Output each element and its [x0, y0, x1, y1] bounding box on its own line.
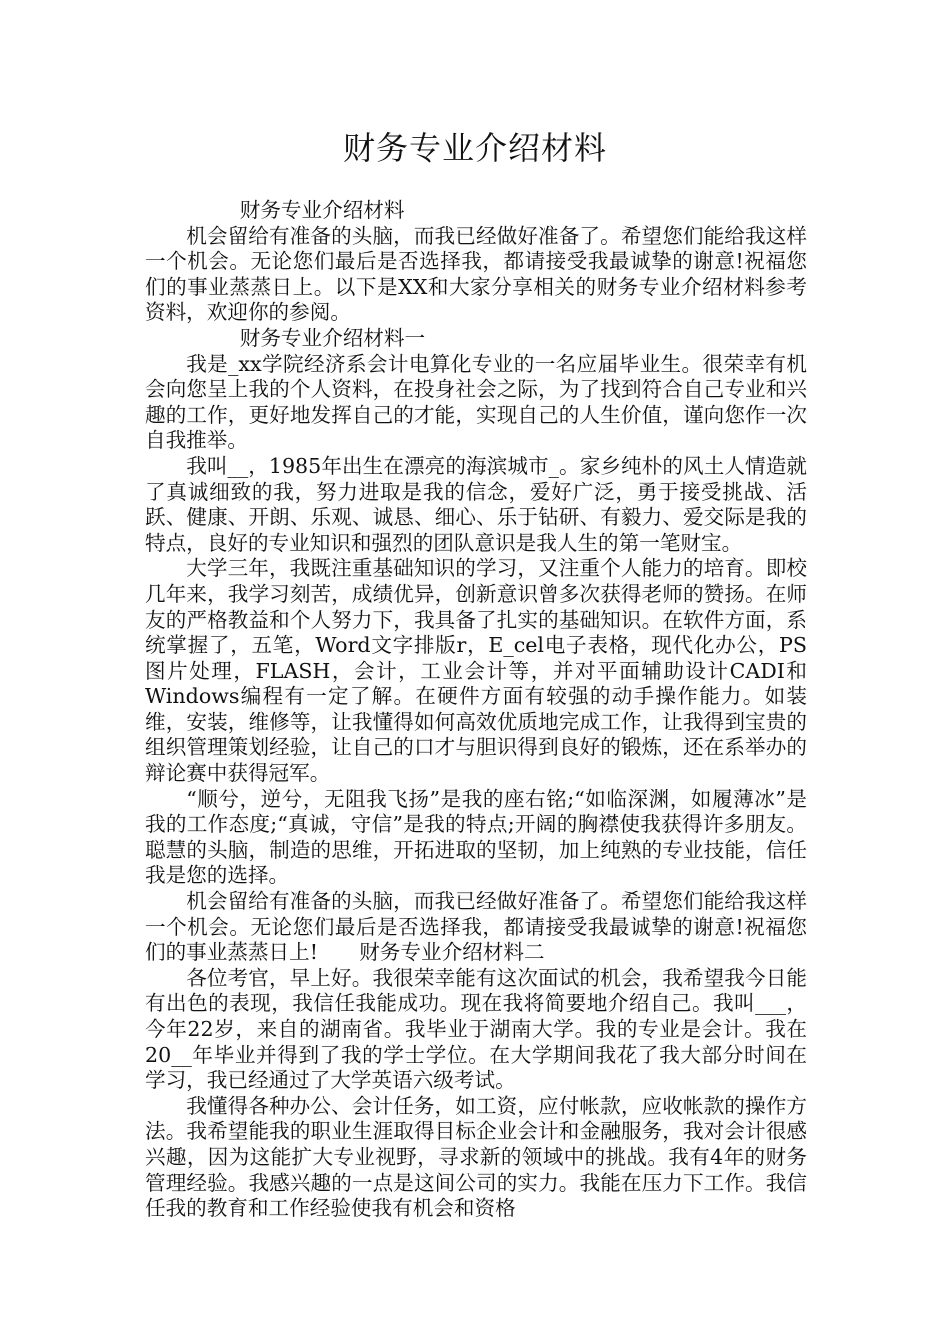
paragraph: 机会留给有准备的头脑，而我已经做好准备了。希望您们能给我这样一个机会。无论您们最后是否选择我，都请接受我最诚挚的谢意!祝福您们的事业蒸蒸日上。以下是XX和大家分享相关的财务专业介绍材料参考资料，欢迎你的参阅。: [145, 223, 807, 325]
document-title: 财务专业介绍材料: [342, 129, 607, 167]
paragraph: 我是_xx学院经济系会计电算化专业的一名应届毕业生。很荣幸有机会向您呈上我的个人资料，在投身社会之际，为了找到符合自己专业和兴趣的工作，更好地发挥自己的才能，实现自己的人生价值，谨向您作一次自我推举。: [145, 351, 807, 453]
section-heading: 财务专业介绍材料: [239, 198, 405, 222]
document-body: [145, 198, 807, 1222]
paragraph: 大学三年，我既注重基础知识的学习，又注重个人能力的培育。即校几年来，我学习刻苦，成绩优异，创新意识曾多次获得老师的赞扬。在师友的严格教益和个人努力下，我具备了扎实的基础知识。在软件方面，系统掌握了，五笔，Word文字排版r，E_cel电子表格，现代化办公，PS图片处理，FLASH，会计，工业会计等，并对平面辅助设计CADI和Windows编程有一定了解。在硬件方面有较强的动手操作能力。如装维，安装，维修等，让我懂得如何高效优质地完成工作，让我得到宝贵的组织管理策划经验，让自己的口才与胆识得到良好的锻炼，还在系举办的辩论赛中获得冠军。: [145, 556, 807, 786]
paragraph: 我叫__，1985年出生在漂亮的海滨城市_。家乡纯朴的风土人情造就了真诚细致的我，努力进取是我的信念，爱好广泛，勇于接受挑战、活跃、健康、开朗、乐观、诚恳、细心、乐于钻研、有毅力、爱交际是我的特点，良好的专业知识和强烈的团队意识是我人生的第一笔财宝。: [145, 453, 807, 555]
paragraph: “顺兮，逆兮，无阻我飞扬”是我的座右铭;“如临深渊，如履薄冰”是我的工作态度;“真诚，守信”是我的特点;开阔的胸襟使我获得许多朋友。聪慧的头脑，制造的思维，开拓进取的坚韧，加上纯熟的专业技能，信任我是您的选择。: [145, 786, 807, 888]
section-heading: 财务专业介绍材料一: [239, 325, 426, 350]
paragraph: 我懂得各种办公、会计任务，如工资，应付帐款，应收帐款的操作方法。我希望能我的职业生涯取得目标企业会计和金融服务，我对会计很感兴趣，因为这能扩大专业视野，寻求新的领域中的挑战。我有4年的财务管理经验。我感兴趣的一点是这间公司的实力。我能在压力下工作。我信任我的教育和工作经验使我有机会和资格: [145, 1093, 807, 1221]
paragraph: 各位考官，早上好。我很荣幸能有这次面试的机会，我希望我今日能有出色的表现，我信任我能成功。现在我将简要地介绍自己。我叫___，今年22岁，来自的湖南省。我毕业于湖南大学。我的专业是会计。我在20__年毕业并得到了我的学士学位。在大学期间我花了我大部分时间在学习，我已经通过了大学英语六级考试。: [145, 965, 807, 1093]
paragraph: 机会留给有准备的头脑，而我已经做好准备了。希望您们能给我这样一个机会。无论您们最后是否选择我，都请接受我最诚挚的谢意!祝福您们的事业蒸蒸日上! 财务专业介绍材料二: [145, 889, 807, 965]
